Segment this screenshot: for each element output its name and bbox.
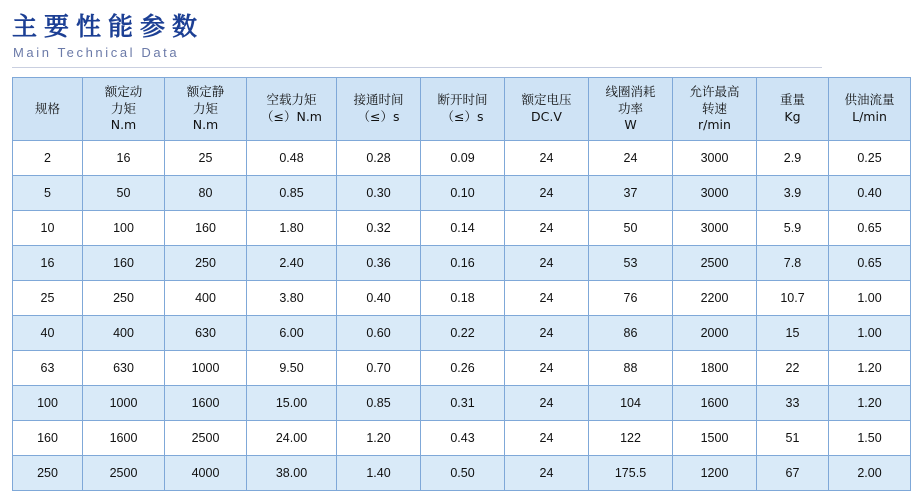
table-row [13,456,911,491]
table-cell: 16 [83,141,165,176]
table-cell-spec: 10 [13,211,83,246]
page-subtitle: Main Technical Data [13,45,180,60]
table-cell: 160 [165,211,247,246]
table-column-header-line: 额定静 [186,83,225,99]
table-cell: 24 [505,176,589,211]
table-cell: 3000 [673,211,757,246]
table-cell: 1200 [673,456,757,491]
table-cell: 1000 [83,386,165,421]
table-row [13,246,911,281]
table-cell: 0.26 [421,351,505,386]
table-cell: 104 [589,386,673,421]
table-column-header-line: 空载力矩 [266,92,317,108]
table-cell: 0.14 [421,211,505,246]
table-column-header-line: Kg [784,109,801,124]
table-row [13,176,911,211]
table-cell: 2.00 [829,456,911,491]
table-cell: 24 [505,316,589,351]
table-cell: 6.00 [247,316,337,351]
table-cell: 0.18 [421,281,505,316]
table-cell-spec: 250 [13,456,83,491]
table-cell: 1.20 [829,351,911,386]
table-column-header-line: 额定动 [104,83,143,99]
table-cell: 3000 [673,141,757,176]
table-column-header-line: 线圈消耗 [605,83,656,99]
table-cell: 25 [165,141,247,176]
table-row [13,316,911,351]
table-cell: 1.80 [247,211,337,246]
table-column-header-line: 重量 [779,92,805,108]
table-cell: 50 [83,176,165,211]
table-cell: 0.28 [337,141,421,176]
table-cell: 0.65 [829,246,911,281]
spec-table [12,77,911,491]
table-column-header-line: 转速 [701,100,727,116]
table-cell: 15.00 [247,386,337,421]
table-cell: 0.16 [421,246,505,281]
table-cell-spec: 160 [13,421,83,456]
table-column-header [757,78,829,141]
table-column-header-line: DC.V [531,109,562,124]
table-cell: 160 [83,246,165,281]
table-cell-spec: 5 [13,176,83,211]
table-cell: 630 [83,351,165,386]
table-cell: 0.48 [247,141,337,176]
table-cell: 3.80 [247,281,337,316]
table-cell: 24 [505,211,589,246]
table-cell: 5.9 [757,211,829,246]
table-column-header-line: 允许最高 [689,83,740,99]
table-cell: 0.65 [829,211,911,246]
table-cell: 67 [757,456,829,491]
table-cell: 0.40 [829,176,911,211]
table-column-header [673,78,757,141]
table-cell: 2200 [673,281,757,316]
table-column-header-line: N.m [192,117,219,133]
table-cell: 24 [589,141,673,176]
table-header [13,78,911,141]
table-column-header-line: N.m [110,117,137,133]
table-cell: 9.50 [247,351,337,386]
page-title: 主要性能参数 [12,12,205,41]
table-column-header-line: 供油流量 [844,92,895,108]
table-cell: 0.85 [337,386,421,421]
table-column-header-line: 规格 [34,100,60,116]
table-cell: 24 [505,246,589,281]
table-column-header [13,78,83,141]
table-column-header-line: r/min [698,117,731,133]
table-cell: 15 [757,316,829,351]
table-cell: 24 [505,386,589,421]
table-column-header-line: 功率 [617,100,643,116]
table-column-header-line: W [624,117,637,133]
table-cell: 1800 [673,351,757,386]
table-cell: 1.50 [829,421,911,456]
table-cell: 10.7 [757,281,829,316]
table-cell: 1.00 [829,281,911,316]
table-row [13,421,911,456]
table-cell: 76 [589,281,673,316]
table-cell: 24 [505,421,589,456]
table-header-row [13,78,911,141]
table-body [13,141,911,491]
table-cell: 1.00 [829,316,911,351]
table-cell: 4000 [165,456,247,491]
table-cell: 0.30 [337,176,421,211]
table-cell: 250 [83,281,165,316]
table-cell: 2500 [673,246,757,281]
table-cell: 2500 [83,456,165,491]
table-cell: 2000 [673,316,757,351]
table-cell-spec: 100 [13,386,83,421]
table-cell: 2500 [165,421,247,456]
table-cell-spec: 16 [13,246,83,281]
table-cell: 2.9 [757,141,829,176]
table-cell-spec: 25 [13,281,83,316]
table-cell: 2.40 [247,246,337,281]
table-cell: 0.60 [337,316,421,351]
table-column-header [829,78,911,141]
table-cell: 37 [589,176,673,211]
table-column-header-line: 额定电压 [521,92,572,108]
table-column-header-line: 力矩 [192,100,218,116]
table-cell: 1600 [673,386,757,421]
table-cell: 24 [505,281,589,316]
table-cell: 0.43 [421,421,505,456]
table-cell: 0.40 [337,281,421,316]
table-cell-spec: 40 [13,316,83,351]
title-divider [12,67,822,68]
table-column-header-line: 断开时间 [437,92,488,108]
table-cell: 1600 [83,421,165,456]
table-cell: 175.5 [589,456,673,491]
table-column-header [165,78,247,141]
table-cell: 88 [589,351,673,386]
table-column-header [505,78,589,141]
table-cell: 0.09 [421,141,505,176]
table-cell: 0.10 [421,176,505,211]
table-cell: 400 [165,281,247,316]
table-column-header-line: 接通时间 [353,92,404,108]
table-cell: 0.36 [337,246,421,281]
table-cell: 1600 [165,386,247,421]
table-cell: 0.22 [421,316,505,351]
table-cell: 0.32 [337,211,421,246]
table-cell: 50 [589,211,673,246]
table-cell: 1.20 [829,386,911,421]
table-column-header-line: （≤）s [357,109,400,124]
table-column-header [83,78,165,141]
table-cell: 3.9 [757,176,829,211]
table-cell: 0.50 [421,456,505,491]
table-column-header-line: （≤）s [441,109,484,124]
table-cell: 38.00 [247,456,337,491]
table-cell: 24.00 [247,421,337,456]
table-column-header-line: L/min [852,109,887,124]
table-cell: 630 [165,316,247,351]
table-cell-spec: 63 [13,351,83,386]
table-row [13,351,911,386]
table-cell: 100 [83,211,165,246]
table-column-header [247,78,337,141]
table-cell: 400 [83,316,165,351]
table-cell: 0.31 [421,386,505,421]
table-cell: 1.20 [337,421,421,456]
table-cell-spec: 2 [13,141,83,176]
table-cell: 22 [757,351,829,386]
table-cell: 3000 [673,176,757,211]
table-row [13,211,911,246]
table-cell: 53 [589,246,673,281]
table-cell: 122 [589,421,673,456]
table-cell: 1000 [165,351,247,386]
table-cell: 51 [757,421,829,456]
table-cell: 86 [589,316,673,351]
table-cell: 0.85 [247,176,337,211]
table-cell: 1.40 [337,456,421,491]
table-column-header-line: （≤）N.m [261,109,322,124]
table-column-header-line: 力矩 [110,100,136,116]
table-cell: 1500 [673,421,757,456]
table-cell: 7.8 [757,246,829,281]
table-cell: 33 [757,386,829,421]
table-cell: 0.70 [337,351,421,386]
table-row [13,386,911,421]
table-column-header [421,78,505,141]
table-cell: 250 [165,246,247,281]
table-row [13,281,911,316]
table-cell: 24 [505,351,589,386]
table-cell: 24 [505,456,589,491]
table-column-header [589,78,673,141]
table-row [13,141,911,176]
table-cell: 0.25 [829,141,911,176]
table-cell: 80 [165,176,247,211]
table-cell: 24 [505,141,589,176]
table-column-header [337,78,421,141]
